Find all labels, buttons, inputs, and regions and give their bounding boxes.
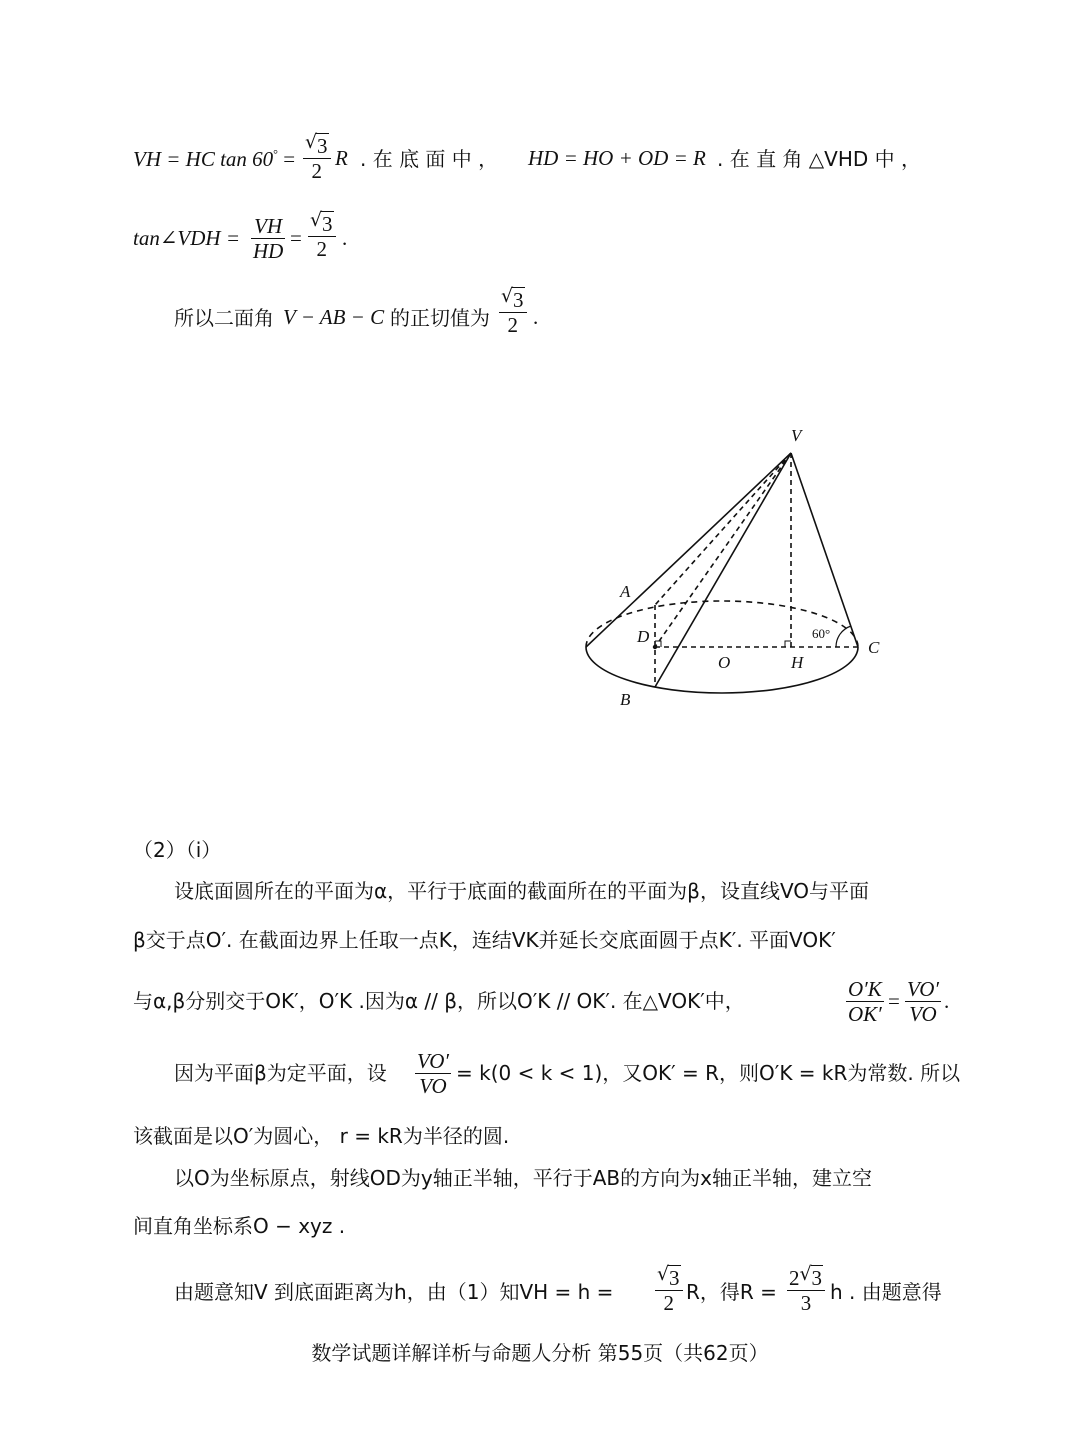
period: . [944, 989, 950, 1013]
cone-figure [560, 420, 920, 720]
period: . [342, 226, 348, 250]
angle-arc [836, 626, 851, 647]
para1-line3-text: 与α,β分别交于OK′，O′K .因为α // β，所以O′K // OK′. 在△VOK′中， [133, 989, 745, 1013]
fraction-sqrt3-over-2: √ $\frac{3}{2}$ [303, 134, 331, 183]
text-in-base: . 在 底 面 中 ， [360, 147, 499, 171]
eq-hd: HD = HO + OD = R [528, 146, 706, 170]
var-R: R [335, 146, 348, 170]
label-A: A [620, 582, 631, 601]
fraction-vo-ratio: $\frac{VO'}{VO}$ [417, 1049, 449, 1099]
label-H: H [791, 653, 804, 672]
para3-line1: 以O为坐标原点，射线OD为y轴正半轴，平行于AB的方向为x轴正半轴，建立空 [174, 1166, 872, 1190]
label-angle-60: 60° [812, 626, 831, 641]
para2-post: = k(0 < k < 1)，又OK′ = R，则O′K = kR为常数. 所以 [456, 1061, 961, 1085]
edge-VA [586, 453, 791, 647]
eq-vh-hc: VH = HC tan 60° = [133, 147, 296, 171]
para3-line2: 间直角坐标系O − xyz . [133, 1214, 346, 1238]
period: . [533, 305, 539, 329]
fraction-sqrt3-over-2-c: √ $\frac{3}{2}$ [655, 1266, 683, 1315]
edge-VB [655, 453, 791, 687]
conclusion-prefix: 所以二面角 [174, 306, 274, 330]
dihedral-angle: V − AB − C [283, 305, 385, 329]
point-D [653, 645, 657, 649]
tan-vdh: tan∠VDH = [133, 226, 241, 250]
fraction-ok: $\frac{O'K}{OK'}$ [848, 977, 882, 1027]
para4-mid: R，得R = [686, 1280, 777, 1304]
conclusion-mid: 的正切值为 [390, 306, 490, 330]
label-C: C [868, 638, 880, 657]
fraction-vo: $\frac{VO'}{VO}$ [907, 977, 939, 1027]
para1-line2: β交于点O′. 在截面边界上任取一点K，连结VK并延长交底面圆于点K′. 平面VOK′ [133, 928, 836, 952]
fraction-result: √ $\frac{3}{2}$ [499, 288, 527, 337]
dashed-VD [655, 453, 791, 647]
equals: = [888, 989, 900, 1013]
section-heading: （2）（i） [133, 838, 222, 862]
para4-pre: 由题意知V 到底面距离为h，由（1）知VH = h = [174, 1280, 614, 1304]
label-D: D [637, 627, 650, 646]
para4-post: h . 由题意得 [830, 1280, 942, 1304]
fraction-sqrt3-over-2-b: √ $\frac{3}{2}$ [308, 212, 336, 261]
fraction-2sqrt3-over-3: $\frac{2√ 3}{3}$ [787, 1266, 825, 1315]
text-right-triangle: . 在 直 角 △VHD 中 ， [717, 147, 922, 171]
edge-VC [791, 453, 858, 647]
label-V: V [791, 426, 802, 445]
label-B: B [620, 690, 631, 709]
para2-pre: 因为平面β为定平面，设 [174, 1061, 387, 1085]
fraction-vh-over-hd: $\frac{VH}{HD}$ [253, 214, 284, 264]
dashed-VA2 [655, 453, 791, 605]
label-O: O [718, 653, 731, 672]
para2-line2: 该截面是以O′为圆心， r = kR为半径的圆. [133, 1124, 510, 1148]
page-footer: 数学试题详解详析与命题人分析 第55页（共62页） [311, 1341, 769, 1365]
equals: = [290, 226, 302, 250]
para1-line1: 设底面圆所在的平面为α，平行于底面的截面所在的平面为β，设直线VO与平面 [174, 879, 870, 903]
right-angle-H [785, 641, 791, 647]
